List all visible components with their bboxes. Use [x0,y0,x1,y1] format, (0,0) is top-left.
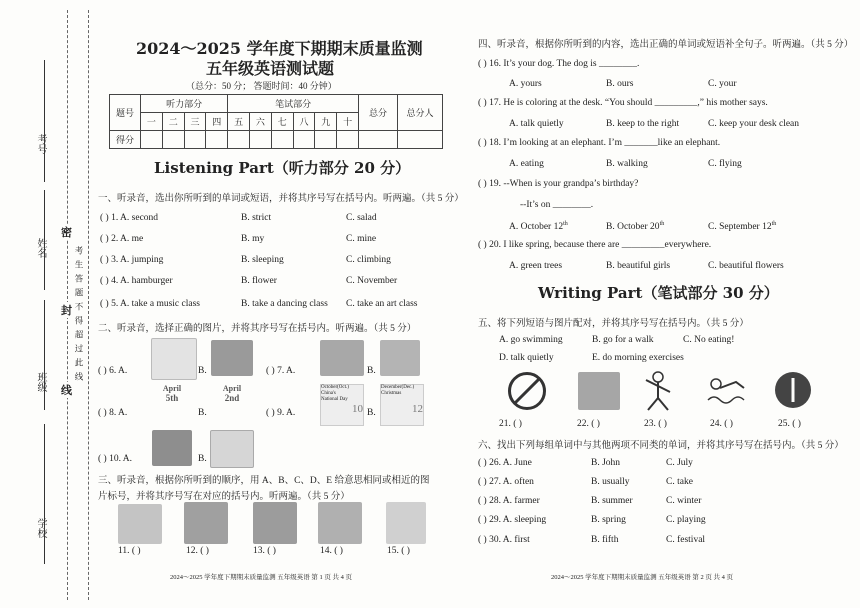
q27-stem: ( ) 27. A. often [478,477,534,487]
q11-image [118,504,162,544]
section3-heading-line2: 片标号，并将其序号写在对应的括号内。听两遍。（共 5 分） [98,492,350,502]
q9-stem: ( ) 9. A. [266,408,296,418]
score-cell[interactable] [271,131,293,149]
score-table-grader: 总分人 [398,95,443,131]
name-field[interactable] [44,190,46,290]
score-table-listening: 听力部分 [141,95,228,113]
q19-option-b [606,221,664,232]
s5-option-a: A. go swimming [499,335,563,345]
april-5th-day: 5th [165,393,179,403]
score-cell[interactable] [315,131,337,149]
seal-notice: 考生答题不得超过此线 [74,246,84,386]
score-col-9: 九 [315,113,337,131]
class-label: 班级 [35,372,46,392]
q19-option-a [509,221,568,232]
exam-title: 2024～2025 学年度下期期末质量监测 [136,39,423,58]
q18-option-b: B. walking [606,159,648,169]
seal-char-xian: 线 [61,382,72,398]
q28-option-c: C. winter [666,496,702,506]
q4-stem: ( ) 4. A. hamburger [100,276,173,286]
q21-answer[interactable]: 21. ( ) [499,419,522,429]
q6-image-a [151,338,197,380]
q28-stem: ( ) 28. A. farmer [478,496,540,506]
q29-option-c: C. playing [666,515,706,525]
q19-option-b-text: B. October 20 [606,222,660,233]
april-2nd-image [210,384,254,424]
school-field[interactable] [44,424,46,564]
score-table-total: 总分 [359,95,398,131]
q20-option-a: A. green trees [509,261,563,271]
q4-option-b: B. flower [241,276,277,286]
q1-option-b: B. strict [241,213,272,223]
score-col-10: 十 [337,113,359,131]
score-col-2: 二 [162,113,184,131]
q15-image [386,502,426,544]
q30-option-c: C. festival [666,535,706,545]
s5-option-d: D. talk quietly [499,353,554,363]
q22-image [578,372,620,410]
q18-option-a: A. eating [509,159,544,169]
q17-stem: ( ) 17. He is coloring at the desk. “You should _________,” his mother says. [478,98,768,108]
q26-option-c: C. July [666,458,693,468]
q19-option-b-suffix: th [659,221,665,227]
q22-answer[interactable]: 22. ( ) [577,419,600,429]
q25-answer[interactable]: 25. ( ) [778,419,801,429]
q20-option-c: C. beautiful flowers [708,261,784,271]
q4-option-c: C. November [346,276,398,286]
q17-option-c: C. keep your desk clean [708,119,800,129]
score-cell[interactable] [337,131,359,149]
binding-line-inner [88,10,89,600]
q30-stem: ( ) 30. A. first [478,535,530,545]
q13-image [253,502,297,544]
s5-option-c: C. No eating! [683,335,735,345]
q23-answer[interactable]: 23. ( ) [644,419,667,429]
exam-number-label: 考号 [35,134,46,154]
december-calendar-image [380,384,424,426]
writing-part-title: Writing Part（笔试部分 30 分） [538,284,779,302]
december-line2: Christmas [381,391,402,396]
name-label: 姓名 [35,238,46,258]
exam-info: （总分：50 分； 答题时间：40 分钟） [186,81,337,91]
q29-option-b: B. spring [591,515,626,525]
exam-subtitle: 五年级英语测试题 [206,59,335,78]
q16-option-b: B. ours [606,79,634,89]
exam-number-field[interactable] [44,60,46,182]
q1-stem: ( ) 1. A. second [100,213,159,223]
q15-answer[interactable]: 15. ( ) [387,546,410,556]
q20-option-b: B. beautiful girls [606,261,671,271]
score-table-writing: 笔试部分 [228,95,359,113]
q7-b-label: B. [367,366,376,376]
april-2nd-month: April [222,384,242,393]
quiet-sign-icon [775,372,811,408]
q12-answer[interactable]: 12. ( ) [186,546,209,556]
q5-stem: ( ) 5. A. take a music class [100,299,200,309]
q19-stem-line2: --It’s on ________. [520,200,594,210]
section4-heading: 四、听录音，根据你所听到的内容，选出正确的单词或短语补全句子。听两遍。（共 5 分） [478,40,854,50]
q17-option-a: A. talk quietly [509,119,564,129]
q7-stem: ( ) 7. A. [266,366,296,376]
score-table-tihao: 题号 [110,95,141,131]
q10-image-b [210,430,254,468]
score-cell[interactable] [184,131,206,149]
score-cell[interactable] [398,131,443,149]
footer-left: 2024～2025 学年度下期期末质量监测 五年级英语 第 1 页 共 4 页 [170,574,352,581]
q16-stem: ( ) 16. It’s your dog. The dog is ________. [478,59,640,69]
q20-stem: ( ) 20. I like spring, because there are _________everywhere. [478,240,712,250]
score-table [109,94,443,149]
december-number: 12 [412,403,423,415]
s5-option-e: E. do morning exercises [592,353,684,363]
q8-stem: ( ) 8. A. [98,408,128,418]
score-row-label: 得分 [110,131,141,149]
q16-option-c: C. your [708,79,737,89]
section3-heading-line1: 三、听录音，根据你所听到的顺序，用 A、B、C、D、E 给意思相同或相近的图 [98,476,430,486]
q6-b-label: B. [198,366,207,376]
exercise-figure-icon [640,370,676,412]
q17-option-b: B. keep to the right [606,119,680,129]
class-field[interactable] [44,300,46,410]
q18-option-c: C. flying [708,159,742,169]
score-col-5: 五 [228,113,250,131]
april-5th-image [150,384,194,424]
score-col-6: 六 [249,113,271,131]
q19-option-a-text: A. October 12 [509,222,564,233]
q2-option-c: C. mine [346,234,377,244]
seal-char-feng: 封 [61,302,72,318]
q24-answer[interactable]: 24. ( ) [710,419,733,429]
q14-answer[interactable]: 14. ( ) [320,546,343,556]
q1-option-c: C. salad [346,213,377,223]
april-2nd-day: 2nd [224,393,240,403]
q26-stem: ( ) 26. A. June [478,458,532,468]
q2-stem: ( ) 2. A. me [100,234,144,244]
q6-image-b [211,340,253,376]
section2-heading: 二、听录音，选择正确的图片，并将其序号写在括号内。听两遍。（共 5 分） [98,324,417,334]
score-col-1: 一 [141,113,163,131]
october-title: October(Oct.) [321,385,349,390]
seal-char-mi: 密 [61,224,72,240]
q8-b-label: B. [198,408,207,418]
section5-heading: 五、将下列短语与图片配对，并将其序号写在括号内。（共 5 分） [478,319,749,329]
october-number: 10 [352,403,363,415]
s5-option-b: B. go for a walk [592,335,654,345]
listening-part-title: Listening Part（听力部分 20 分） [154,159,411,177]
q5-option-b: B. take a dancing class [241,299,328,309]
q27-option-c: C. take [666,477,693,487]
q3-stem: ( ) 3. A. jumping [100,255,164,265]
q6-stem: ( ) 6. A. [98,366,128,376]
october-calendar-image [320,384,364,426]
q29-stem: ( ) 29. A. sleeping [478,515,547,525]
october-line3: National Day [321,397,348,402]
q10-image-a [152,430,192,466]
q16-option-a: A. yours [509,79,542,89]
december-title: December(Dec.) [381,385,415,390]
q18-stem: ( ) 18. I’m looking at an elephant. I’m _______like an elephant. [478,138,721,148]
score-col-8: 八 [293,113,315,131]
q19-stem: ( ) 19. --When is your grandpa’s birthday? [478,179,639,189]
q19-option-c [708,221,776,232]
school-label: 学校 [35,518,46,538]
score-cell[interactable] [141,131,163,149]
q3-option-c: C. climbing [346,255,391,265]
q11-answer[interactable]: 11. ( ) [118,546,141,556]
q27-option-b: B. usually [591,477,630,487]
score-cell[interactable] [293,131,315,149]
q9-b-label: B. [367,408,376,418]
q7-image-a [320,340,364,376]
score-col-3: 三 [184,113,206,131]
swimmer-icon [706,374,750,408]
q26-option-b: B. John [591,458,621,468]
section6-heading: 六、找出下列每组单词中与其他两项不同类的单词，并将其序号写在括号内。（共 5 分） [478,441,844,451]
q12-image [184,502,228,544]
q3-option-b: B. sleeping [241,255,284,265]
score-cell[interactable] [249,131,271,149]
q13-answer[interactable]: 13. ( ) [253,546,276,556]
score-cell[interactable] [359,131,398,149]
q2-option-b: B. my [241,234,265,244]
q10-stem: ( ) 10. A. [98,454,133,464]
q14-image [318,502,362,544]
q19-option-a-suffix: th [563,221,568,227]
section1-heading: 一、听录音，选出你所听到的单词或短语，并将其序号写在括号内。听两遍。（共 5 分） [98,194,464,204]
no-eating-sign-icon [508,372,546,410]
q19-option-c-text: C. September 12 [708,222,772,233]
score-cell[interactable] [162,131,184,149]
april-5th-month: April [162,384,182,393]
q28-option-b: B. summer [591,496,633,506]
q7-image-b [380,340,420,376]
q19-option-c-suffix: th [771,221,777,227]
q5-option-c: C. take an art class [346,299,418,309]
score-cell[interactable] [206,131,228,149]
october-line2: China's [321,391,336,396]
footer-right: 2024～2025 学年度下期期末质量监测 五年级英语 第 2 页 共 4 页 [551,574,733,581]
q10-b-label: B. [198,454,207,464]
score-col-7: 七 [271,113,293,131]
score-cell[interactable] [228,131,250,149]
score-col-4: 四 [206,113,228,131]
q30-option-b: B. fifth [591,535,619,545]
